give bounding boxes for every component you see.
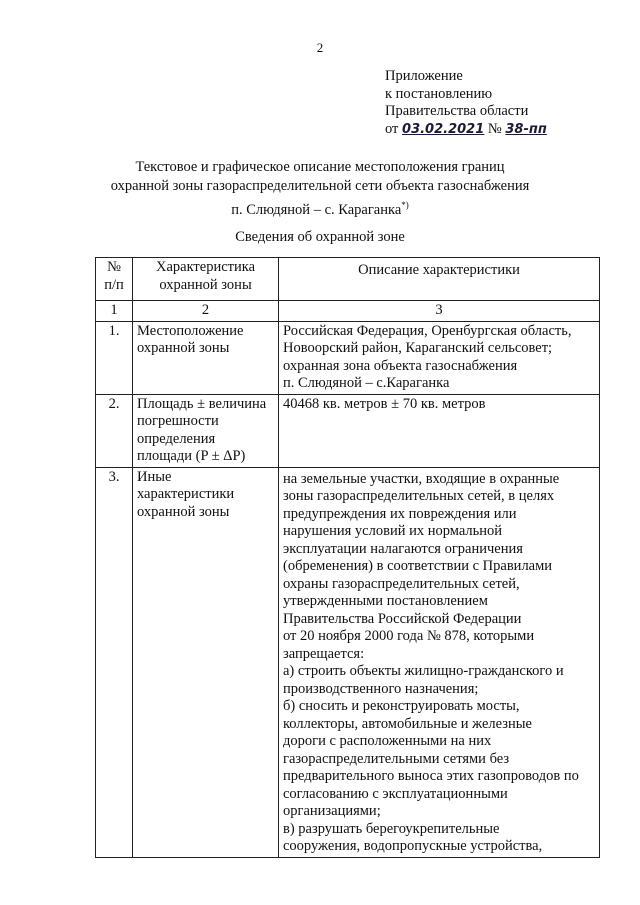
row-characteristic [133,467,279,857]
characteristic-line: площади (P ± ΔP) [137,448,246,464]
column-number-row [96,301,600,322]
description-line: дороги с расположенными на них [283,733,492,749]
characteristic-line: Площадь ± величина [137,395,267,412]
appendix-line-4 [385,121,547,139]
table-row [96,394,600,467]
description-line: б) сносить и реконструировать мосты, [283,698,520,714]
column-number-2: 2 [133,301,279,322]
table-header-row [96,258,600,301]
description-line: нарушения условий их нормальной [283,523,503,539]
column-number-3: 3 [279,301,600,322]
header-number-line-1: № [107,259,121,275]
description-line: предупреждения их повреждения или [283,505,517,522]
appendix-line-1: Приложение [385,68,463,84]
description-line: производственного назначения; [283,680,479,697]
description-line: 40468 кв. метров ± 70 кв. метров [283,395,486,412]
characteristic-line: охранной зоны [137,503,230,520]
header-cell-description: Описание характеристики [279,258,600,301]
number-label: № [487,120,502,137]
description-line: а) строить объекты жилищно-гражданского и [283,663,564,679]
description-line: охранная зона объекта газоснабжения [283,357,518,374]
description-line: эксплуатации налагаются ограничения [283,540,523,557]
characteristic-line: Местоположение [137,322,244,339]
row-number: 3. [96,467,133,857]
description-line: коллекторы, автомобильные и железные [283,715,532,732]
header-number-line-2: п/п [104,276,124,293]
description-line: организациями; [283,803,381,819]
row-description [279,394,600,467]
from-label: от [385,120,399,137]
document-title [0,158,640,220]
title-line-3-text: п. Слюдяной – с. Караганка [231,202,402,218]
description-line: газораспределительными сетями без [283,750,510,767]
resolution-number: 38-пп [505,121,547,137]
description-line: предварительного выноса этих газопроводов по [283,768,579,784]
column-number-1: 1 [96,301,133,322]
section-subtitle: Сведения об охранной зоне [235,229,405,245]
footnote-mark: *) [401,200,409,210]
characteristic-line: охранной зоны [137,340,230,356]
appendix-line-2: к постановлению [385,85,493,102]
header-characteristic-line-2: охранной зоны [159,276,252,293]
characteristic-line: погрешности [137,413,219,429]
description-line: в) разрушать берегоукрепительные [283,820,500,837]
row-characteristic [133,321,279,394]
description-line: Новоорский район, Караганский сельсовет; [283,340,553,356]
table-row [96,467,600,857]
characteristic-line: Иные [137,468,172,485]
description-line: сооружения, водопропускные устройства, [283,838,543,854]
title-line-1: Текстовое и графическое описание местоположения границ [135,159,505,175]
description-line: Правительства Российской Федерации [283,610,522,627]
appendix-line-3: Правительства области [385,103,529,119]
description-line: п. Слюдяной – с.Караганка [283,375,450,391]
title-line-3 [0,196,640,220]
row-number: 1. [96,321,133,394]
row-characteristic [133,394,279,467]
description-line: зоны газораспределительных сетей, в целях [283,488,555,504]
description-line: (обременения) в соответствии с Правилами [283,558,553,574]
page-number: 2 [316,40,324,55]
header-cell-number [96,258,133,301]
title-line-2: охранной зоны газораспределительной сети объекта газоснабжения [110,178,530,194]
description-line: от 20 ноября 2000 года № 878, которыми [283,628,535,644]
table-row [96,321,600,394]
characteristic-line: определения [137,430,216,447]
description-line: запрещается: [283,645,365,662]
description-line: на земельные участки, входящие в охранные [283,470,560,487]
description-line: Российская Федерация, Оренбургская область, [283,322,572,339]
header-cell-characteristic [133,258,279,301]
row-description [279,321,600,394]
resolution-date: 03.02.2021 [402,121,485,137]
characteristic-line: характеристики [137,486,235,502]
row-number: 2. [96,394,133,467]
description-line: согласованию с эксплуатационными [283,785,508,802]
header-characteristic-line-1: Характеристика [155,259,256,275]
appendix-block [385,68,547,138]
description-line: утвержденными постановлением [283,593,488,609]
protection-zone-table [95,257,600,858]
description-line: охраны газораспределительных сетей, [283,575,520,592]
row-description [279,467,600,857]
